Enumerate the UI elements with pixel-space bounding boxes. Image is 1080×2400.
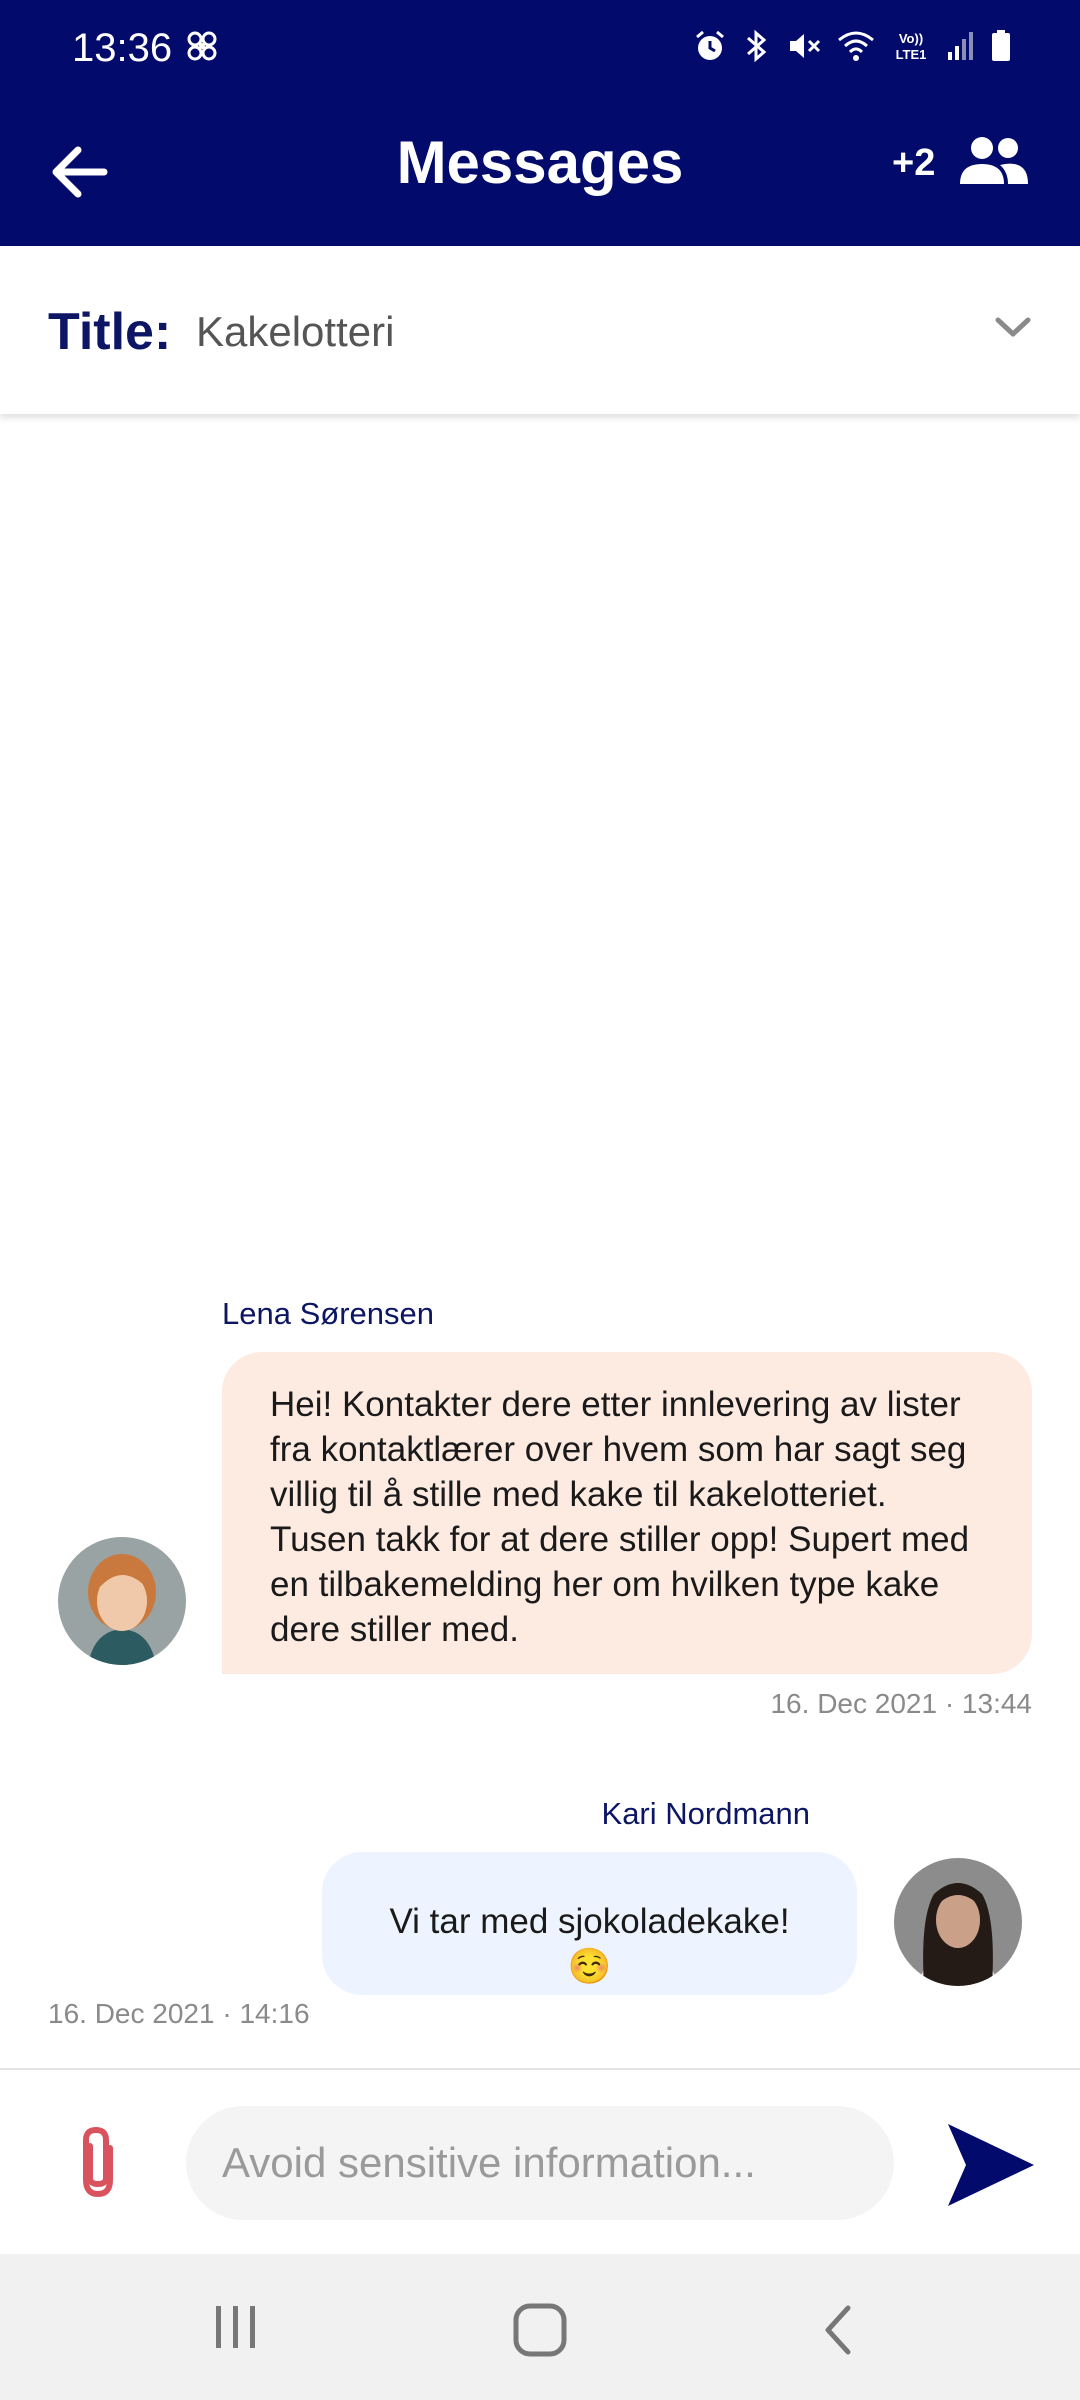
svg-text:LTE1: LTE1 xyxy=(895,47,927,62)
signal-icon xyxy=(946,28,976,64)
conversation-title-row[interactable] xyxy=(0,246,1080,414)
status-bar xyxy=(0,0,1080,100)
paperclip-icon[interactable] xyxy=(72,2124,124,2205)
volte-icon xyxy=(890,28,932,64)
send-icon[interactable] xyxy=(944,2120,1036,2215)
sender-name: Lena Sørensen xyxy=(222,1296,434,1331)
system-nav-bar xyxy=(0,2254,1080,2400)
avatar[interactable] xyxy=(894,1858,1022,1986)
fan-icon xyxy=(184,28,220,69)
message-bubble-outgoing: Vi tar med sjokoladekake!☺️ xyxy=(322,1852,857,1995)
group-icon[interactable] xyxy=(958,134,1030,193)
avatar[interactable] xyxy=(58,1537,186,1665)
message-timestamp: 16. Dec 2021 · 14:16 xyxy=(48,1998,310,2029)
sender-name: Kari Nordmann xyxy=(601,1796,810,1831)
participants-count[interactable]: +2 xyxy=(892,142,936,184)
status-time: 13:36 xyxy=(72,26,173,70)
composer xyxy=(0,2068,1080,2256)
wifi-icon xyxy=(836,28,876,64)
back-icon[interactable] xyxy=(818,2302,858,2363)
bluetooth-icon xyxy=(742,28,772,64)
chevron-down-icon[interactable] xyxy=(990,304,1036,355)
message-bubble-incoming: Hei! Kontakter dere etter innlevering av lister fra kontaktlærer over hvem som har sagt seg villig til å stille med kake til kakelotteriet. Tusen takk for at dere stiller opp! Supert med en tilbakemelding her om hvilken type kake dere stiller med. xyxy=(222,1352,1032,1674)
alarm-icon xyxy=(692,28,728,64)
svg-text:Vo)): Vo)) xyxy=(898,31,924,46)
app-bar xyxy=(0,100,1080,246)
title-label: Title: xyxy=(48,303,172,361)
home-icon[interactable] xyxy=(512,2302,568,2363)
recents-icon[interactable] xyxy=(212,2302,260,2357)
mute-icon xyxy=(786,28,822,64)
message-input[interactable] xyxy=(186,2106,894,2220)
title-value: Kakelotteri xyxy=(196,308,395,355)
message-timestamp: 16. Dec 2021 · 13:44 xyxy=(770,1688,1032,1719)
battery-icon xyxy=(990,28,1012,64)
page-title: Messages xyxy=(396,129,684,196)
